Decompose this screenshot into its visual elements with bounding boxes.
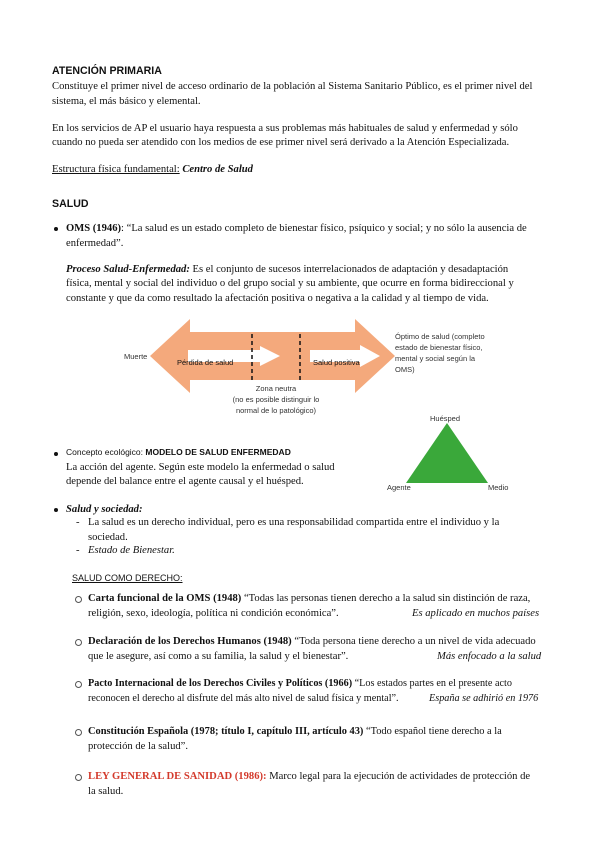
muerte-label: Muerte [124, 352, 148, 361]
sociedad-heading: Salud y sociedad: [66, 504, 143, 515]
derecho-item-3-title: Pacto Internacional de los Derechos Civiles y Políticos (1966) [88, 678, 353, 689]
zona-line-2: (no es posible distinguir lo [232, 395, 320, 404]
derecho-item-2-line-1 [88, 634, 536, 649]
zona-neutra-label [226, 383, 326, 416]
oms-label: OMS (1946) [66, 223, 122, 234]
oms-text: : “La salud es un estado completo de bienestar físico, psíquico y social; y no sólo la ausencia de [121, 223, 527, 234]
derecho-item-2-note: Más enfocado a la salud [437, 651, 542, 662]
dash-marker: - [76, 517, 80, 528]
ecologico-line-1: La acción del agente. Según este modelo la enfermedad o salud [66, 462, 335, 473]
optimo-label [395, 331, 485, 375]
zona-line-3: normal de lo patológico) [235, 406, 317, 415]
estructura-label: Estructura física fundamental: [52, 164, 180, 175]
proceso-line-1 [66, 262, 508, 277]
triangle-agente-label: Agente [387, 483, 411, 492]
epidemiological-triangle [404, 421, 490, 485]
derecho-item-1-line-2: religión, sexo, ideología, política ni condición económica”. [88, 608, 339, 619]
sociedad-item-1-line-2: sociedad. [88, 532, 128, 543]
proceso-line-3: constante y que da como resultado la afectación positiva o negativa a la calidad y al tiempo de vida. [66, 293, 489, 304]
derecho-item-4-line-2: protección de la salud”. [88, 741, 189, 752]
proceso-label: Proceso Salud-Enfermedad: [66, 264, 190, 275]
derecho-item-1-note: Es aplicado en muchos países [412, 608, 540, 619]
ap-line-1: En los servicios de AP el usuario haya respuesta a sus problemas más habituales de salud y enfermedad y sólo [52, 123, 518, 134]
circle-bullet-icon [75, 596, 82, 603]
optimo-line-1: Óptimo de salud (completo [395, 332, 485, 341]
derecho-item-5-line-2: la salud. [88, 786, 124, 797]
section-title-atencion-primaria: ATENCIÓN PRIMARIA [52, 65, 162, 77]
sociedad-item-1-line-1: La salud es un derecho individual, pero es una responsabilidad compartida entre el individuo y la [88, 517, 500, 528]
section-title-salud: SALUD [52, 198, 89, 210]
derecho-item-5-title: LEY GENERAL DE SANIDAD (1986): [88, 771, 267, 782]
derecho-item-4-line-1 [88, 724, 502, 739]
derecho-item-3-line-1 [88, 676, 512, 691]
derecho-item-4-text: “Todo español tiene derecho a la [363, 726, 502, 737]
derecho-item-2-line-2: que le asegure, así como a su familia, la salud y el bienestar”. [88, 651, 349, 662]
optimo-line-3: mental y social según la [395, 354, 476, 363]
circle-bullet-icon [75, 774, 82, 781]
derecho-item-3-line-2: reconocen el derecho al disfrute del más alto nivel de salud física y mental”. [88, 693, 399, 704]
derecho-item-5-line-1 [88, 769, 530, 784]
proceso-text: Es el conjunto de sucesos interrelacionados de adaptación y desadaptación [189, 264, 509, 275]
bullet-icon [54, 508, 58, 512]
intro-line-2: sistema, el más básico y elemental. [52, 96, 201, 107]
derecho-item-1-text: “Todas las personas tienen derecho a la salud sin distinción de raza, [241, 593, 531, 604]
ecologico-label: Concepto ecológico: [66, 447, 146, 457]
estructura-value: Centro de Salud [182, 164, 253, 175]
optimo-line-2: estado de bienestar físico, [395, 343, 483, 352]
bullet-icon [54, 227, 58, 231]
circle-bullet-icon [75, 729, 82, 736]
zona-line-1: Zona neutra [255, 384, 297, 393]
derecho-heading: SALUD COMO DERECHO: [72, 573, 183, 583]
derecho-item-5-text: Marco legal para la ejecución de actividades de protección de [266, 771, 531, 782]
derecho-item-2-title: Declaración de los Derechos Humanos (1948) [88, 636, 292, 647]
circle-bullet-icon [75, 639, 82, 646]
oms-definition-line-1 [66, 221, 527, 236]
positiva-label: Salud positiva [313, 358, 360, 367]
oms-definition-line-2: enfermedad”. [66, 238, 124, 249]
ecologico-heading [66, 445, 291, 460]
ap-line-2: cuando no pueda ser atendido con los medios de ese primer nivel será derivado a la Atención Especializada. [52, 137, 510, 148]
circle-bullet-icon [75, 681, 82, 688]
derecho-item-2-text: “Toda persona tiene derecho a un nivel de vida adecuado [291, 636, 536, 647]
dash-marker: - [76, 545, 80, 556]
proceso-line-2: física, mental y social del individuo o del grupo social y su ambiente, que ocurre en forma bidireccional y [66, 278, 514, 289]
triangle-huesped-label: Huésped [430, 414, 461, 423]
intro-line-1: Constituye el primer nivel de acceso ordinario de la población al Sistema Sanitario Público, es el primer nivel del [52, 81, 533, 92]
derecho-item-1-line-1 [88, 591, 530, 606]
derecho-item-1-title: Carta funcional de la OMS (1948) [88, 593, 242, 604]
perdida-label: Pérdida de salud [177, 358, 234, 367]
triangle-medio-label: Medio [488, 483, 509, 492]
sociedad-item-2: Estado de Bienestar. [88, 545, 175, 556]
derecho-item-3-text: “Los estados partes en el presente acto [352, 678, 512, 689]
optimo-line-4: OMS) [395, 365, 415, 374]
ecologico-line-2: depende del balance entre el agente causal y el huésped. [66, 476, 304, 487]
bullet-icon [54, 452, 58, 456]
derecho-item-4-title: Constitución Española (1978; título I, capítulo III, artículo 43) [88, 726, 364, 737]
triangle-shape [406, 423, 488, 483]
ecologico-model: MODELO DE SALUD ENFERMEDAD [145, 447, 291, 457]
derecho-item-3-note: España se adhirió en 1976 [429, 693, 539, 704]
estructura-line [52, 162, 253, 177]
